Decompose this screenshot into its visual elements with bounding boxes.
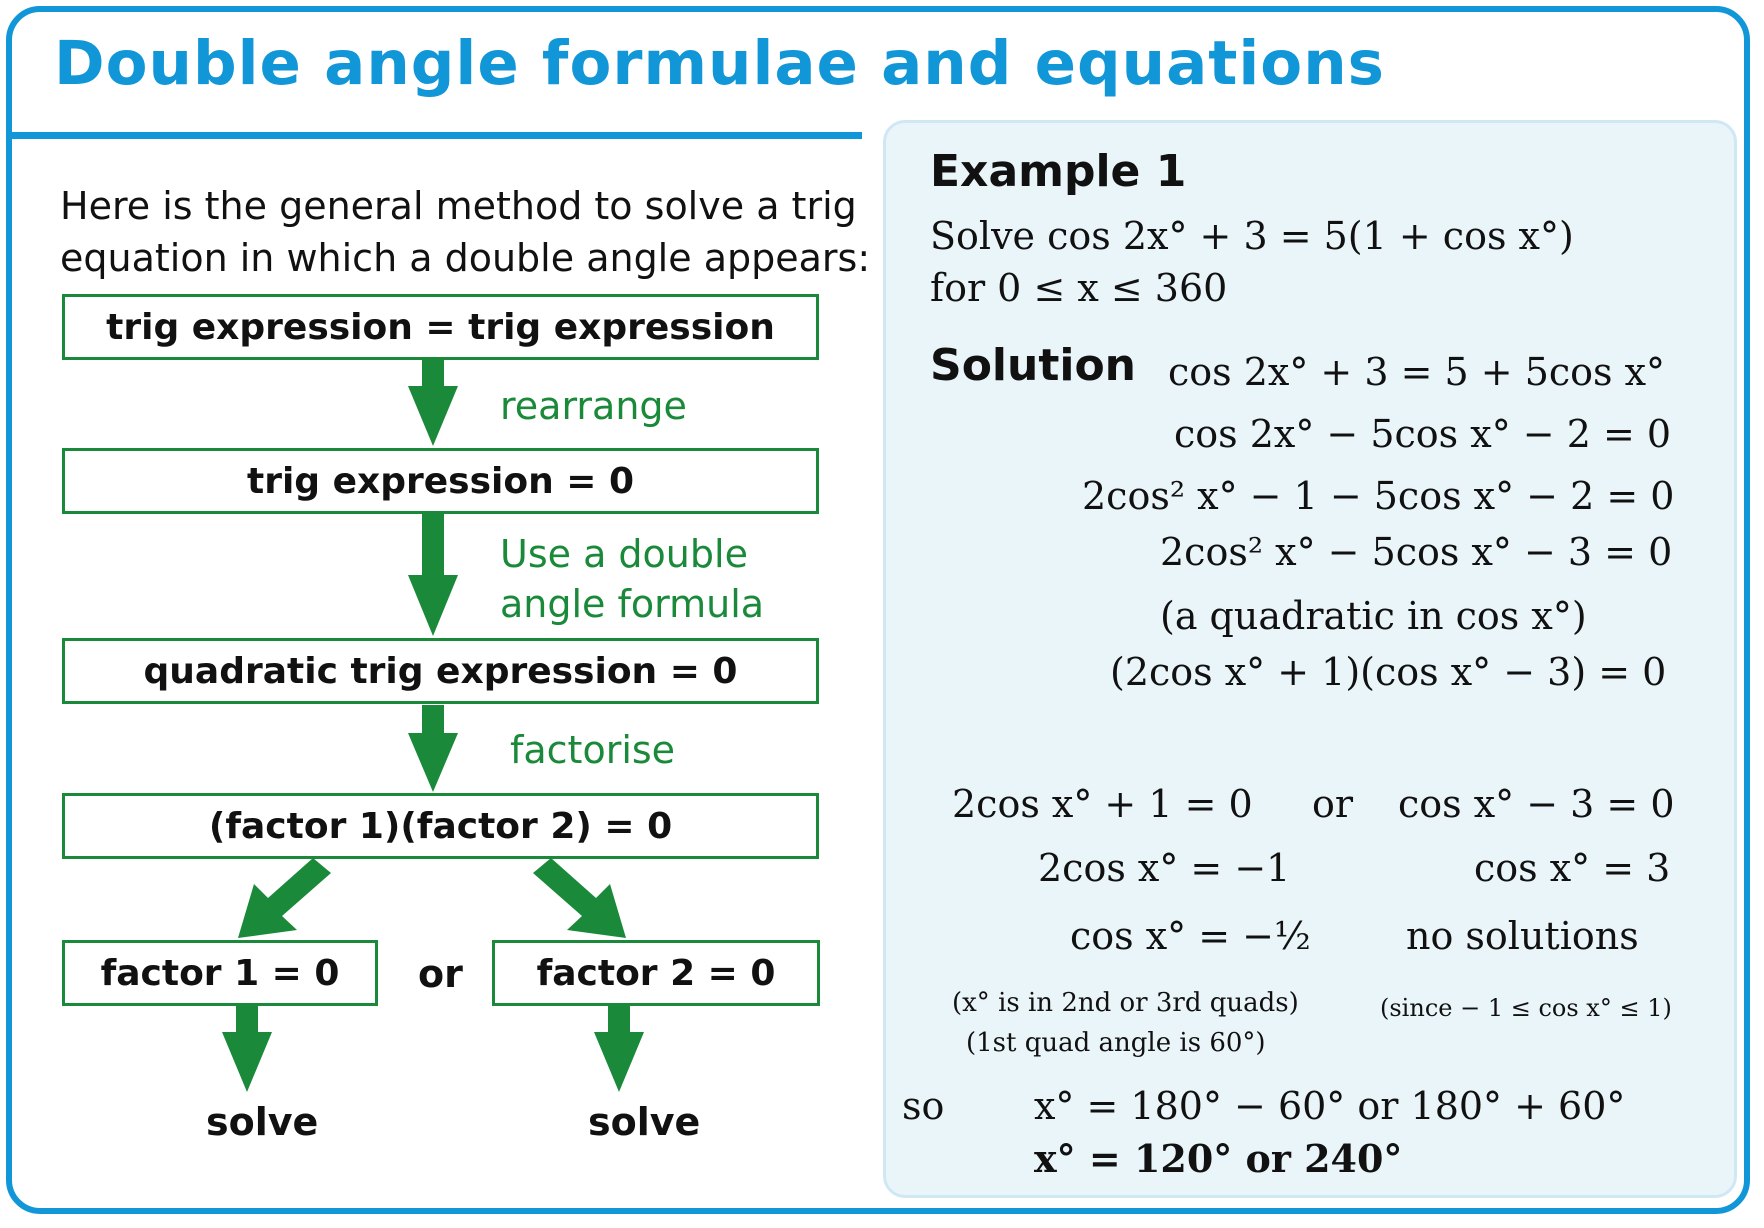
flow-box-trig-equation: trig expression = trig expression bbox=[62, 294, 819, 360]
left-note-line-2: (1st quad angle is 60°) bbox=[966, 1028, 1266, 1058]
flow-box-factors: (factor 1)(factor 2) = 0 bbox=[62, 793, 819, 859]
left-branch-line-2: 2cos x° = −1 bbox=[1038, 846, 1291, 890]
arrow-head-2 bbox=[408, 575, 458, 636]
left-branch-line-1: 2cos x° + 1 = 0 bbox=[952, 782, 1253, 826]
arrow-head-5 bbox=[222, 1032, 272, 1092]
arrow-head-6 bbox=[594, 1032, 644, 1092]
flow-solve-right: solve bbox=[588, 1100, 701, 1144]
arrow-diag-right bbox=[533, 858, 626, 938]
answer-line-2: x° = 120° or 240° bbox=[1034, 1136, 1403, 1181]
right-branch-line-3: no solutions bbox=[1406, 914, 1639, 958]
right-branch-line-1: cos x° − 3 = 0 bbox=[1398, 782, 1675, 826]
example-question-line-2: for 0 ≤ x ≤ 360 bbox=[930, 266, 1228, 310]
solution-step-4: 2cos² x° − 5cos x° − 3 = 0 bbox=[1160, 530, 1673, 574]
solution-heading: Solution bbox=[930, 340, 1136, 391]
flow-step-double-angle-line-1: Use a double bbox=[500, 532, 748, 576]
left-note-line-1: (x° is in 2nd or 3rd quads) bbox=[952, 988, 1299, 1018]
flow-box-quadratic: quadratic trig expression = 0 bbox=[62, 638, 819, 704]
arrow-shaft-3 bbox=[422, 705, 444, 733]
solution-step-1: cos 2x° + 3 = 5 + 5cos x° bbox=[1168, 350, 1666, 394]
example-heading: Example 1 bbox=[930, 146, 1187, 197]
right-branch-line-2: cos x° = 3 bbox=[1474, 846, 1671, 890]
solution-step-2: cos 2x° − 5cos x° − 2 = 0 bbox=[1174, 412, 1672, 456]
page-title: Double angle formulae and equations bbox=[54, 28, 1385, 99]
arrow-shaft-1 bbox=[422, 358, 444, 386]
flow-solve-left: solve bbox=[206, 1100, 319, 1144]
flow-box-factor-2: factor 2 = 0 bbox=[492, 940, 820, 1006]
flow-step-double-angle-line-2: angle formula bbox=[500, 582, 765, 626]
answer-line-1: x° = 180° − 60° or 180° + 60° bbox=[1034, 1084, 1626, 1128]
flow-step-factorise: factorise bbox=[510, 728, 676, 772]
arrow-shaft-2 bbox=[422, 513, 444, 575]
flow-box-trig-zero: trig expression = 0 bbox=[62, 448, 819, 514]
right-note: (since − 1 ≤ cos x° ≤ 1) bbox=[1380, 994, 1672, 1022]
arrow-head-3 bbox=[408, 733, 458, 792]
arrow-diag-left bbox=[238, 858, 331, 938]
arrow-shaft-6 bbox=[608, 1006, 630, 1032]
intro-line-1: Here is the general method to solve a trig bbox=[60, 184, 857, 228]
arrow-head-1 bbox=[408, 386, 458, 446]
solution-step-6: (2cos x° + 1)(cos x° − 3) = 0 bbox=[1110, 650, 1667, 694]
left-branch-line-3: cos x° = −½ bbox=[1070, 914, 1311, 958]
answer-so: so bbox=[902, 1084, 945, 1128]
branch-or-word: or bbox=[1312, 782, 1354, 826]
flow-or-label: or bbox=[418, 952, 463, 996]
example-question-line-1: Solve cos 2x° + 3 = 5(1 + cos x°) bbox=[930, 214, 1574, 258]
flow-box-factor-1: factor 1 = 0 bbox=[62, 940, 378, 1006]
flow-step-double-angle bbox=[500, 529, 764, 629]
intro-line-2: equation in which a double angle appears: bbox=[60, 236, 871, 280]
flow-step-rearrange: rearrange bbox=[500, 384, 687, 428]
arrow-shaft-5 bbox=[236, 1006, 258, 1032]
solution-step-5: (a quadratic in cos x°) bbox=[1160, 594, 1587, 638]
solution-step-3: 2cos² x° − 1 − 5cos x° − 2 = 0 bbox=[1082, 474, 1675, 518]
